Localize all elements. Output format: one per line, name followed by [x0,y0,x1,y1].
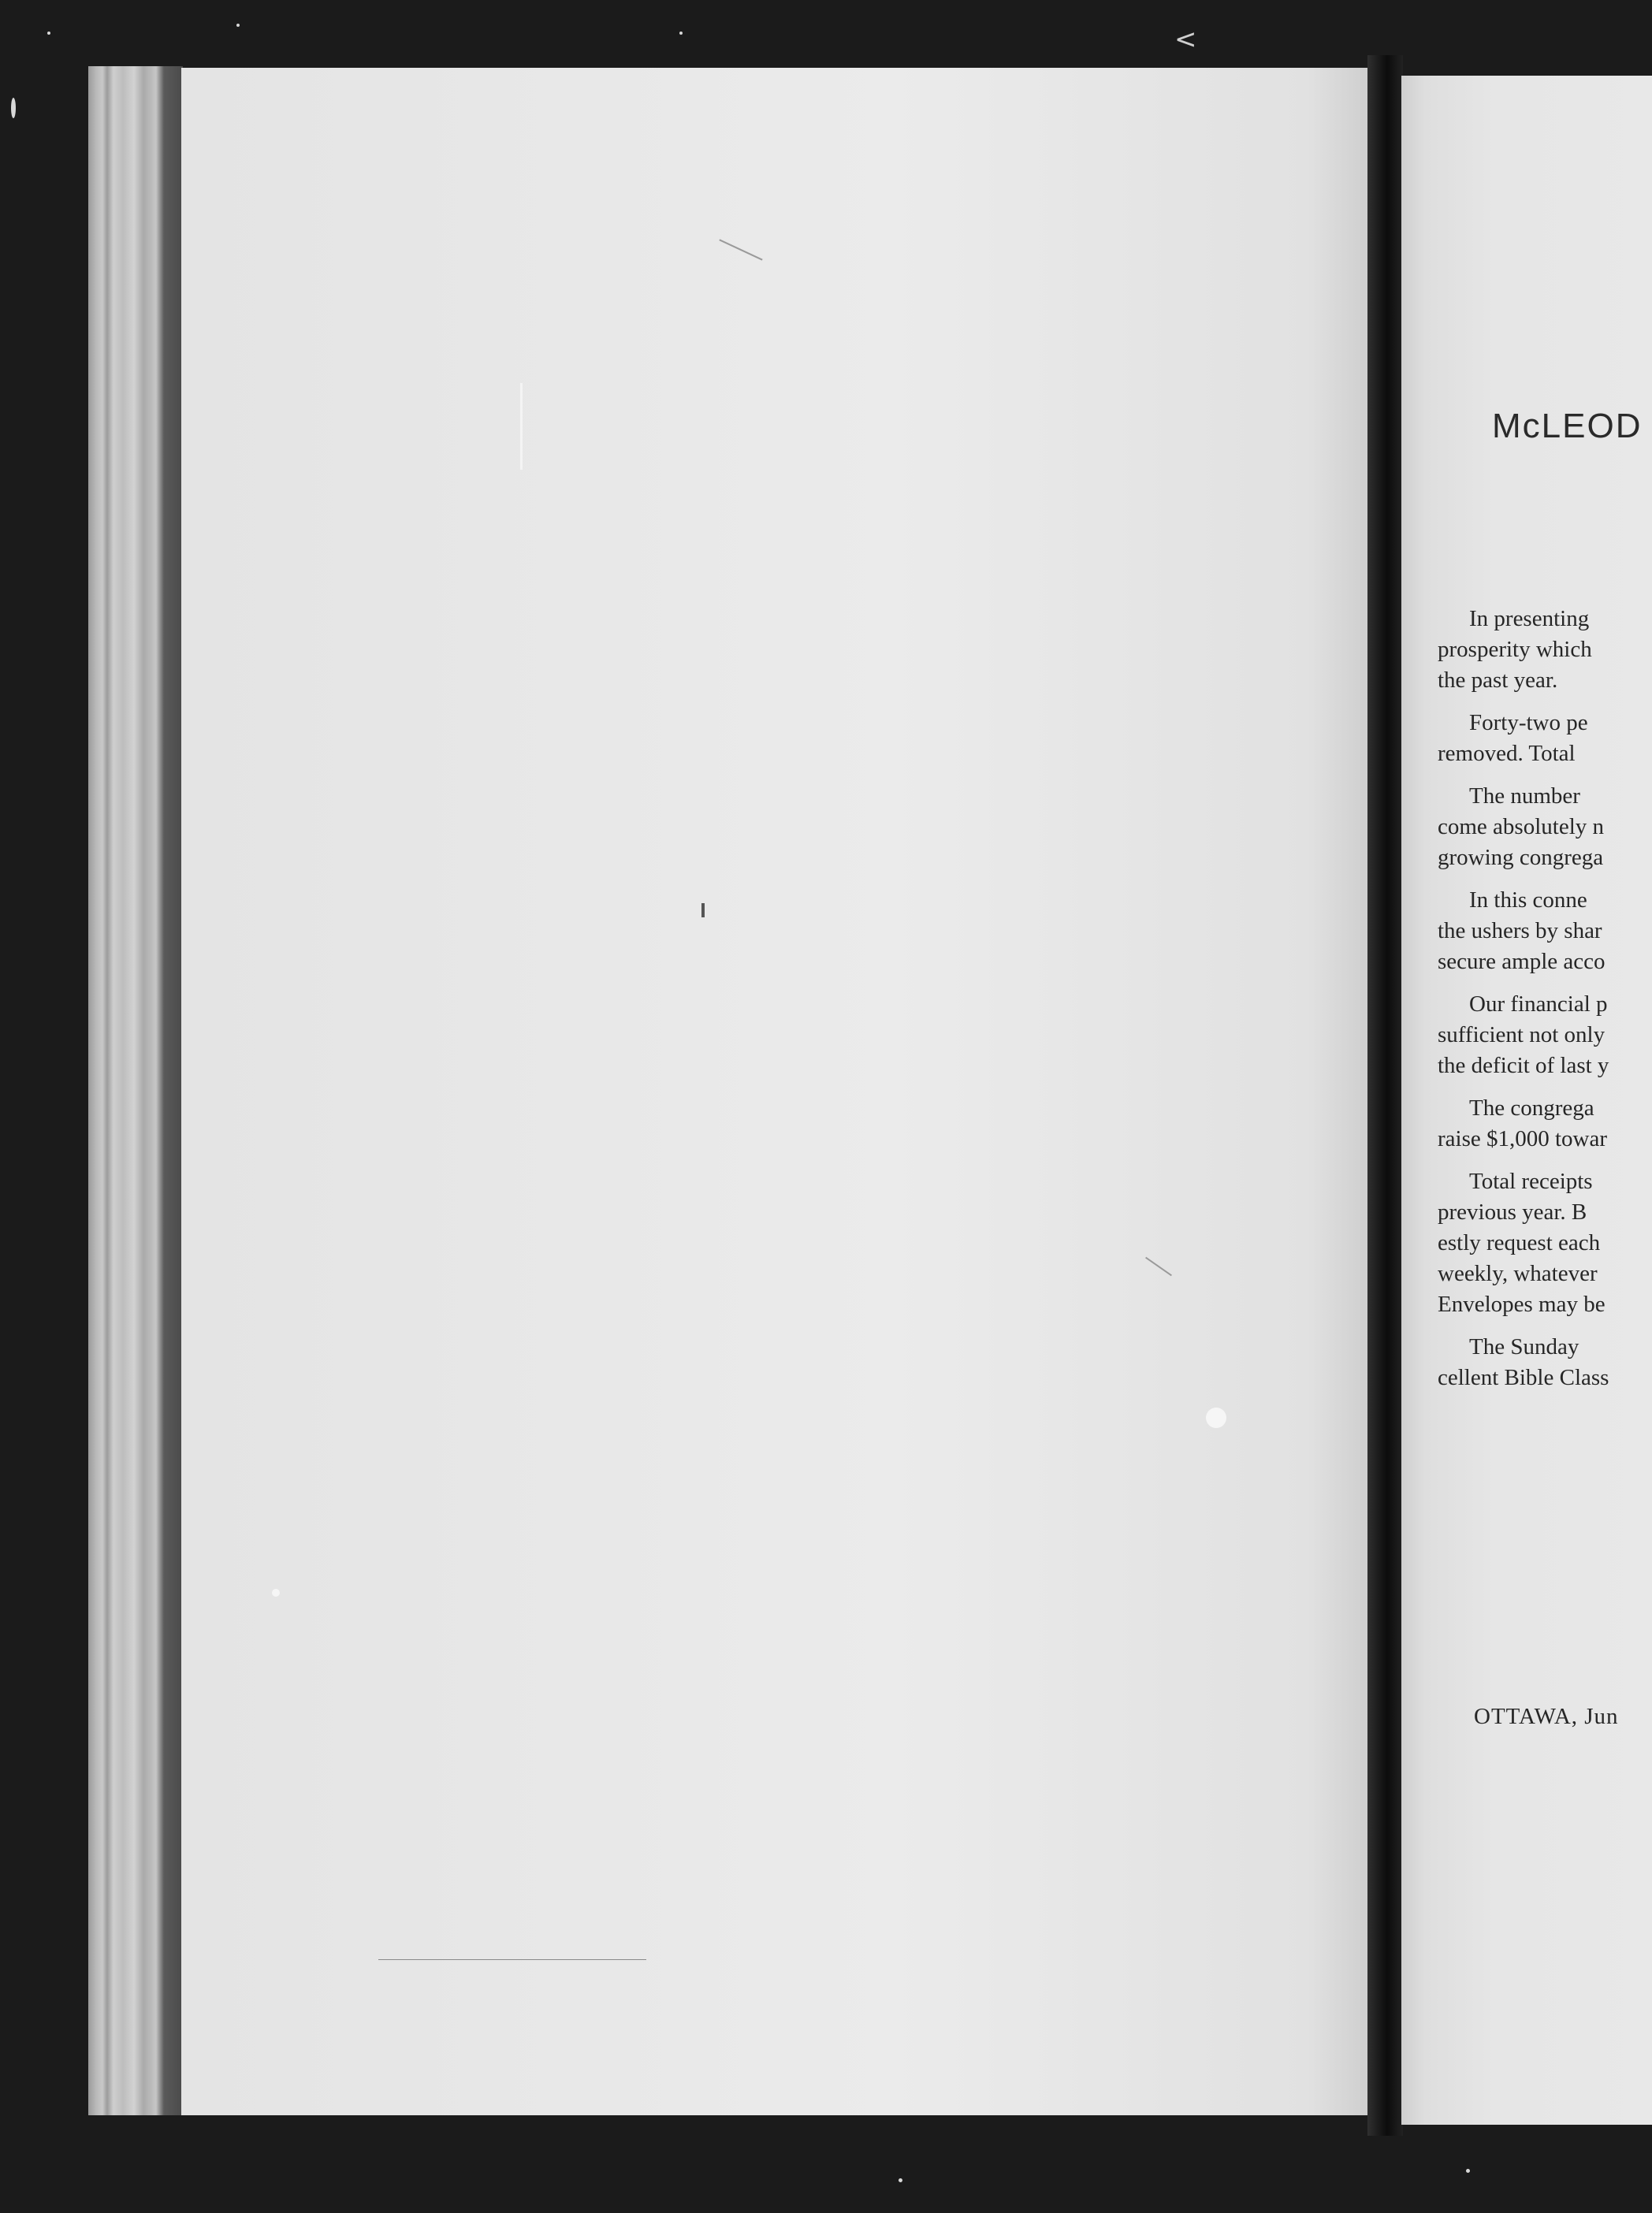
paragraph [1438,1166,1652,1320]
text-line: In presenting [1469,606,1590,631]
paragraph [1438,989,1652,1081]
text-line: the past year. [1438,668,1558,693]
text-line: The number [1469,783,1580,809]
text-line: Our financial p [1469,991,1608,1017]
page-title: McLEOD [1492,407,1643,445]
text-line: Envelopes may be [1438,1292,1605,1317]
text-line: The Sunday [1469,1334,1579,1359]
page-blemish [272,1589,280,1597]
dust-speck [47,32,50,35]
dust-speck [11,98,16,118]
text-line: cellent Bible Class [1438,1365,1609,1390]
page-blemish [701,903,705,917]
text-line: Forty-two pe [1469,710,1588,735]
text-line: removed. Total [1438,741,1576,766]
page-blemish [378,1959,646,1960]
paragraph [1438,708,1652,769]
paragraph [1438,1093,1652,1155]
page-blemish [1145,1257,1172,1277]
dateline: OTTAWA, Jun [1474,1704,1619,1729]
dust-speck [1466,2169,1470,2173]
text-line: The congrega [1469,1095,1594,1121]
text-line: In this conne [1469,887,1587,913]
report-body [1438,604,1652,1393]
dust-speck [679,32,683,35]
page-blemish [520,383,523,470]
text-line: the deficit of last y [1438,1053,1609,1078]
text-line: sufficient not only [1438,1022,1605,1047]
corner-glyph: < [1174,24,1197,55]
book-page-edges [88,66,183,2115]
text-line: growing congrega [1438,845,1604,870]
paragraph [1438,781,1652,873]
dust-speck [899,2178,902,2182]
paragraph [1438,604,1652,696]
text-line: weekly, whatever [1438,1261,1598,1286]
book-gutter [1367,55,1403,2136]
text-line: the ushers by shar [1438,918,1602,943]
text-line: secure ample acco [1438,949,1605,974]
text-line: previous year. B [1438,1199,1587,1225]
text-line: come absolutely n [1438,814,1605,839]
text-line: estly request each [1438,1230,1601,1255]
text-line: Total receipts [1469,1169,1593,1194]
dust-speck [236,24,240,27]
page-blemish [719,239,762,260]
paragraph [1438,885,1652,977]
text-line: prosperity which [1438,637,1592,662]
right-page [1401,76,1652,2125]
page-blemish [1206,1408,1226,1428]
text-line: raise $1,000 towar [1438,1126,1608,1151]
paragraph [1438,1332,1652,1393]
left-page-blank [181,68,1367,2115]
